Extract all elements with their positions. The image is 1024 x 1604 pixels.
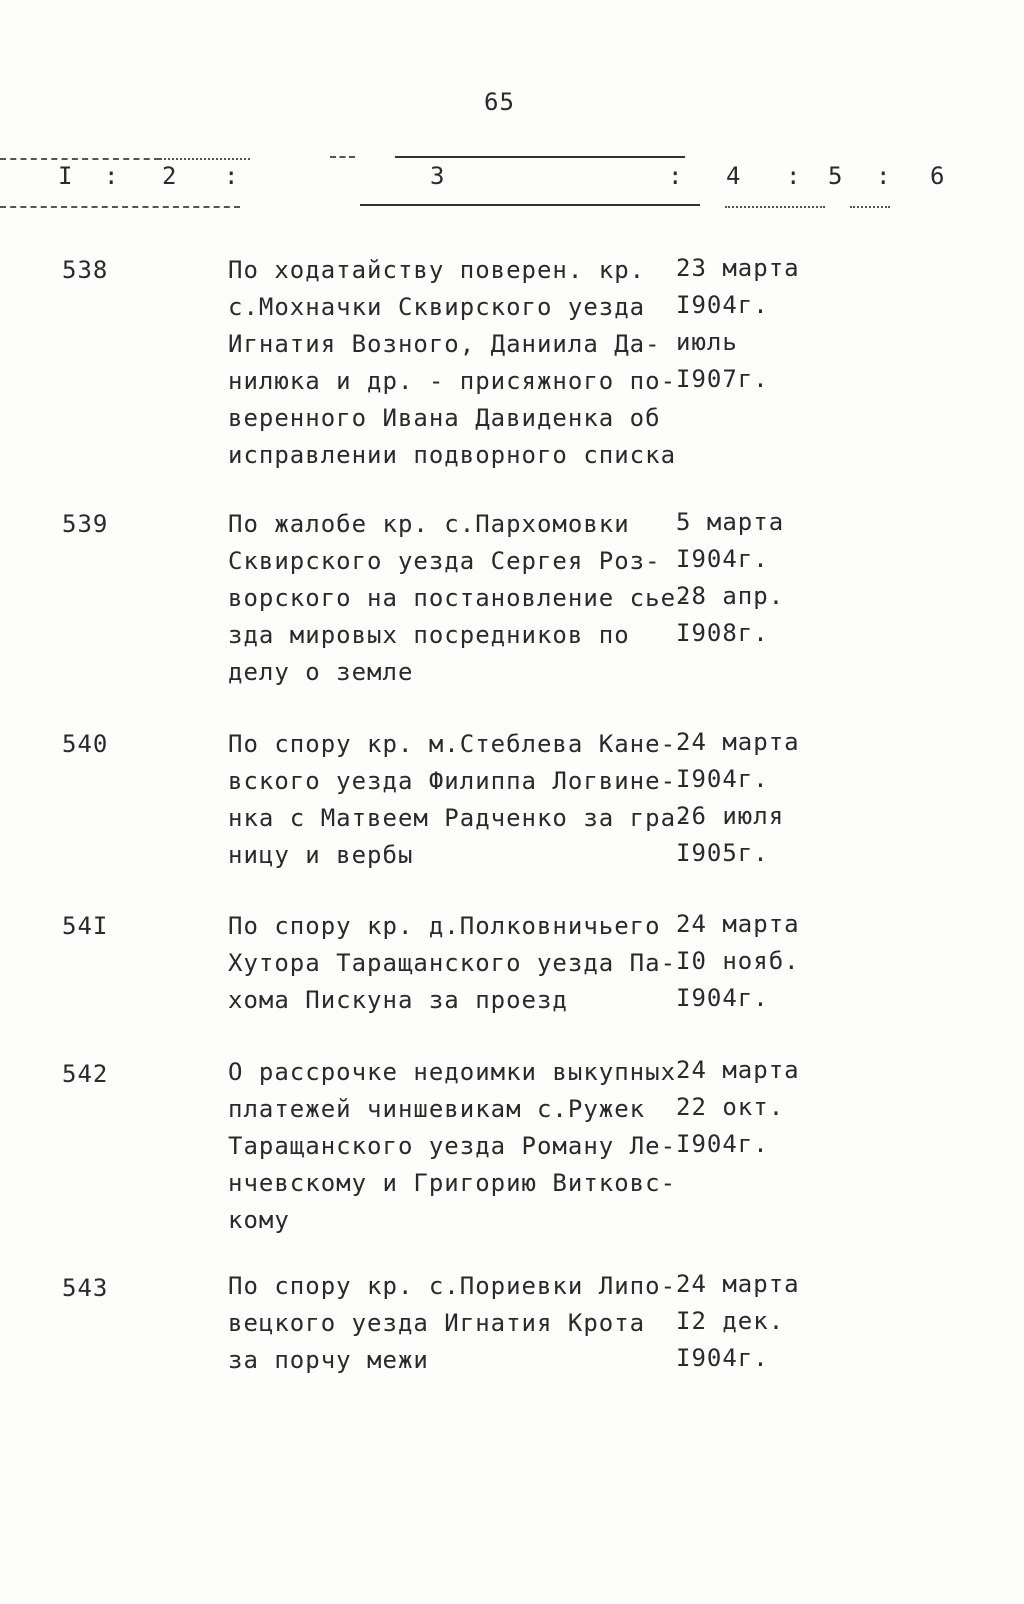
entry-number: 539 xyxy=(62,510,109,538)
date-line: I904г. xyxy=(676,545,769,573)
date-line: I904г. xyxy=(676,1130,769,1158)
entry-description xyxy=(228,726,692,874)
header-bottom-rule-left xyxy=(0,206,240,208)
date-line: 28 апр. xyxy=(676,582,785,610)
entry-number: 538 xyxy=(62,256,109,284)
description-line: с.Мохначки Сквирского уезда xyxy=(228,293,646,321)
description-line: хома Пискуна за проезд xyxy=(228,986,568,1014)
description-line: исправлении подворного списка xyxy=(228,441,677,469)
description-line: По спору кр. д.Полковничьего xyxy=(228,912,661,940)
description-line: делу о земле xyxy=(228,658,414,686)
description-line: По спору кр. с.Пориевки Липо- xyxy=(228,1272,677,1300)
entry-description xyxy=(228,1054,688,1239)
header-bottom-rule-far xyxy=(850,206,890,208)
entry-dates xyxy=(676,250,856,398)
date-line: 24 марта xyxy=(676,728,800,756)
header-bottom-rule-right xyxy=(725,206,825,208)
date-line: I904г. xyxy=(676,291,769,319)
description-line: О рассрочке недоимки выкупных xyxy=(228,1058,677,1086)
entry-description xyxy=(228,252,688,474)
entry-dates xyxy=(676,724,856,872)
date-line: 23 марта xyxy=(676,254,800,282)
description-line: По ходатайству поверен. кр. xyxy=(228,256,646,284)
column-separator: : xyxy=(224,162,239,190)
description-line: платежей чиншевикам с.Ружек xyxy=(228,1095,646,1123)
description-line: ворского на постановление сье- xyxy=(228,584,692,612)
description-line: вецкого уезда Игнатия Крота xyxy=(228,1309,646,1337)
date-line: 24 марта xyxy=(676,1270,800,1298)
column-header-1: I xyxy=(58,162,73,190)
date-line: I905г. xyxy=(676,839,769,867)
description-line: Сквирского уезда Сергея Роз- xyxy=(228,547,661,575)
column-header-2: 2 xyxy=(162,162,177,190)
description-line: нилюка и др. - присяжного по- xyxy=(228,367,677,395)
header-top-rule-main xyxy=(395,156,685,158)
entry-description xyxy=(228,908,688,1019)
description-line: нчевскому и Григорию Витковс- xyxy=(228,1169,677,1197)
entry-number: 543 xyxy=(62,1274,109,1302)
header-top-rule-dots xyxy=(160,158,250,160)
page-number: 65 xyxy=(484,88,515,116)
description-line: за порчу межи xyxy=(228,1346,429,1374)
column-header-5: 5 xyxy=(828,162,843,190)
column-separator: : xyxy=(876,162,891,190)
description-line: вского уезда Филиппа Логвине- xyxy=(228,767,677,795)
date-line: I907г. xyxy=(676,365,769,393)
header-top-rule-small xyxy=(330,156,355,158)
entry-dates xyxy=(676,1052,856,1163)
date-line: 5 марта xyxy=(676,508,785,536)
header-top-rule-left xyxy=(0,158,160,160)
column-separator: : xyxy=(104,162,119,190)
date-line: I0 нояб. xyxy=(676,947,800,975)
entry-description xyxy=(228,506,692,691)
header-bottom-rule-main xyxy=(360,204,700,206)
entry-number: 542 xyxy=(62,1060,109,1088)
entry-dates xyxy=(676,1266,856,1377)
entry-description xyxy=(228,1268,688,1379)
column-header-3: 3 xyxy=(430,162,445,190)
date-line: I908г. xyxy=(676,619,769,647)
description-line: По спору кр. м.Стеблева Кане- xyxy=(228,730,677,758)
column-separator: : xyxy=(668,162,683,190)
entry-dates xyxy=(676,906,856,1017)
date-line: I2 дек. xyxy=(676,1307,785,1335)
date-line: I904г. xyxy=(676,984,769,1012)
column-header-4: 4 xyxy=(726,162,741,190)
description-line: нка с Матвеем Радченко за гра- xyxy=(228,804,692,832)
description-line: По жалобе кр. с.Пархомовки xyxy=(228,510,630,538)
date-line: 24 марта xyxy=(676,1056,800,1084)
description-line: ницу и вербы xyxy=(228,841,414,869)
description-line: веренного Ивана Давиденка об xyxy=(228,404,661,432)
date-line: 26 июля xyxy=(676,802,785,830)
description-line: Таращанского уезда Роману Ле- xyxy=(228,1132,677,1160)
description-line: Игнатия Возного, Даниила Да- xyxy=(228,330,661,358)
date-line: I904г. xyxy=(676,1344,769,1372)
date-line: I904г. xyxy=(676,765,769,793)
entry-number: 540 xyxy=(62,730,109,758)
date-line: 22 окт. xyxy=(676,1093,785,1121)
column-header-6: 6 xyxy=(930,162,945,190)
description-line: зда мировых посредников по xyxy=(228,621,630,649)
entry-number: 54I xyxy=(62,912,109,940)
description-line: кому xyxy=(228,1206,290,1234)
description-line: Хутора Таращанского уезда Па- xyxy=(228,949,677,977)
entry-dates xyxy=(676,504,856,652)
date-line: июль xyxy=(676,328,738,356)
date-line: 24 марта xyxy=(676,910,800,938)
column-separator: : xyxy=(786,162,801,190)
